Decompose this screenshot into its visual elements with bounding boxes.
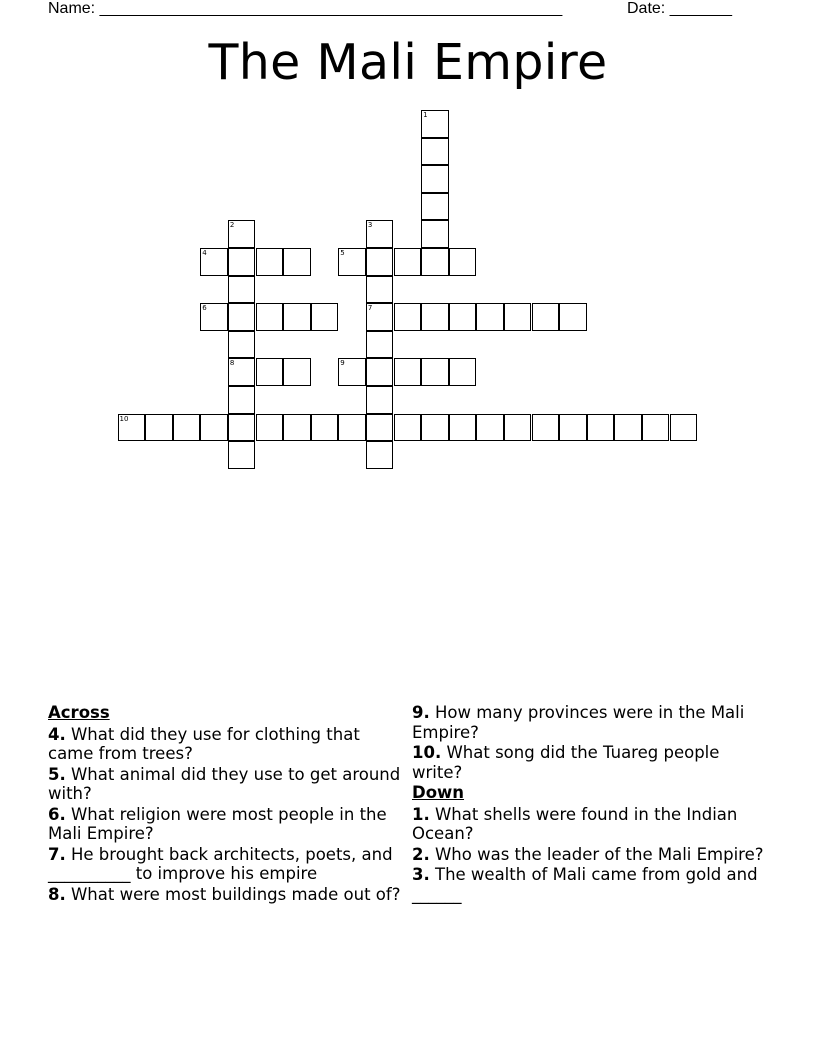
clue-across-6 <box>48 805 403 844</box>
crossword-cell[interactable] <box>421 165 449 193</box>
crossword-cell[interactable] <box>532 414 560 442</box>
clue-number: 4. <box>48 724 66 744</box>
crossword-cell[interactable] <box>200 414 228 442</box>
crossword-cell[interactable] <box>366 386 394 414</box>
crossword-cell[interactable] <box>366 276 394 304</box>
crossword-cell[interactable] <box>338 358 366 386</box>
crossword-cell[interactable] <box>366 303 394 331</box>
crossword-cell[interactable] <box>366 248 394 276</box>
crossword-cell[interactable] <box>200 248 228 276</box>
clue-number: 3. <box>412 865 430 884</box>
crossword-cell[interactable] <box>394 248 422 276</box>
clue-across-5 <box>48 765 403 804</box>
clue-across-7 <box>48 845 403 884</box>
across-clue-list-continued <box>412 703 772 782</box>
crossword-cell[interactable] <box>283 414 311 442</box>
clue-number: 1. <box>412 804 430 824</box>
crossword-cell[interactable] <box>283 248 311 276</box>
clue-number: 7. <box>48 844 66 864</box>
crossword-cell[interactable] <box>421 220 449 248</box>
clues-column-right <box>412 703 772 905</box>
worksheet-title: The Mali Empire <box>208 34 608 91</box>
crossword-cell[interactable] <box>670 414 698 442</box>
crossword-cell[interactable] <box>228 358 256 386</box>
clue-number: 9. <box>412 703 430 722</box>
crossword-cell[interactable] <box>228 303 256 331</box>
down-heading: Down <box>412 783 465 802</box>
crossword-cell[interactable] <box>421 110 449 138</box>
clue-across-8 <box>48 885 403 905</box>
crossword-cell[interactable] <box>476 303 504 331</box>
across-clue-list <box>48 725 403 905</box>
clue-number: 8. <box>48 884 66 904</box>
clue-number: 5. <box>48 764 66 784</box>
crossword-cell[interactable] <box>228 248 256 276</box>
crossword-cell[interactable] <box>228 441 256 469</box>
crossword-cell[interactable] <box>504 414 532 442</box>
clue-text: What song did the Tuareg people write? <box>412 743 720 782</box>
crossword-cell[interactable] <box>421 138 449 166</box>
crossword-cell[interactable] <box>421 303 449 331</box>
cell-number: 9 <box>340 359 345 368</box>
crossword-cell[interactable] <box>642 414 670 442</box>
crossword-cell[interactable] <box>256 248 284 276</box>
cell-number: 3 <box>367 221 373 230</box>
crossword-cell[interactable] <box>449 414 477 442</box>
crossword-cell[interactable] <box>559 303 587 331</box>
crossword-cell[interactable] <box>311 303 339 331</box>
cell-number: 7 <box>367 304 373 313</box>
cell-number: 5 <box>340 249 345 257</box>
crossword-cell[interactable] <box>228 386 256 414</box>
cell-number: 2 <box>229 221 235 230</box>
crossword-cell[interactable] <box>366 220 394 248</box>
crossword-cell[interactable] <box>228 220 256 248</box>
clue-text: What were most buildings made out of? <box>65 884 401 904</box>
clue-text: What did they use for clothing that came from trees? <box>48 724 360 763</box>
cell-number: 6 <box>202 304 207 313</box>
clue-number: 6. <box>48 804 66 824</box>
crossword-cell[interactable] <box>228 331 256 359</box>
crossword-cell[interactable] <box>587 414 615 442</box>
crossword-cell[interactable] <box>449 358 477 386</box>
crossword-cell[interactable] <box>145 414 173 442</box>
crossword-cell[interactable] <box>559 414 587 442</box>
clue-text: Who was the leader of the Mali Empire? <box>429 844 764 864</box>
crossword-cell[interactable] <box>283 358 311 386</box>
clue-number: 2. <box>412 844 430 864</box>
clue-down-3 <box>412 865 772 904</box>
crossword-cell[interactable] <box>394 303 422 331</box>
cell-number: 4 <box>202 249 207 257</box>
clues-column-left <box>48 703 403 905</box>
crossword-cell[interactable] <box>338 248 366 276</box>
clue-down-2 <box>412 845 772 865</box>
crossword-cell[interactable] <box>421 193 449 221</box>
cell-number: 10 <box>119 414 129 423</box>
clue-text: He brought back architects, poets, and __________ to improve his empire <box>48 844 393 883</box>
crossword-cell[interactable] <box>476 414 504 442</box>
crossword-cell[interactable] <box>366 414 394 442</box>
crossword-cell[interactable] <box>256 303 284 331</box>
crossword-cell[interactable] <box>366 331 394 359</box>
clue-across-9 <box>412 703 772 742</box>
clue-text: The wealth of Mali came from gold and ______ <box>412 865 758 904</box>
crossword-cell[interactable] <box>421 358 449 386</box>
clue-down-1 <box>412 805 772 844</box>
crossword-cell[interactable] <box>200 303 228 331</box>
name-field-line: Name: ____________________________________________________ <box>48 0 563 17</box>
crossword-cell[interactable] <box>394 358 422 386</box>
crossword-cell[interactable] <box>256 414 284 442</box>
across-heading: Across <box>48 703 110 722</box>
crossword-cell[interactable] <box>421 248 449 276</box>
crossword-cell[interactable] <box>256 358 284 386</box>
clue-across-4 <box>48 725 403 764</box>
crossword-cell[interactable] <box>283 303 311 331</box>
crossword-cell[interactable] <box>311 414 339 442</box>
crossword-cell[interactable] <box>366 441 394 469</box>
down-clue-list <box>412 805 772 905</box>
crossword-cell[interactable] <box>614 414 642 442</box>
crossword-cell[interactable] <box>338 414 366 442</box>
cell-number: 8 <box>229 359 235 368</box>
crossword-cell[interactable] <box>228 414 256 442</box>
crossword-cell[interactable] <box>532 303 560 331</box>
crossword-cell[interactable] <box>394 414 422 442</box>
crossword-cell[interactable] <box>504 303 532 331</box>
clue-text: What animal did they use to get around with? <box>48 764 401 803</box>
crossword-cell[interactable] <box>173 414 201 442</box>
crossword-cell[interactable] <box>228 276 256 304</box>
crossword-cell[interactable] <box>421 414 449 442</box>
crossword-cell[interactable] <box>366 358 394 386</box>
clue-text: What shells were found in the Indian Ocean? <box>412 804 738 843</box>
crossword-cell[interactable] <box>449 303 477 331</box>
cell-number: 1 <box>423 111 428 119</box>
clue-text: What religion were most people in the Mali Empire? <box>48 804 387 843</box>
clue-number: 10. <box>412 743 442 762</box>
clue-across-10 <box>412 743 772 782</box>
crossword-cell[interactable] <box>449 248 477 276</box>
crossword-cell[interactable] <box>118 414 146 442</box>
clue-text: How many provinces were in the Mali Empire? <box>412 703 745 742</box>
date-field-line: Date: _______ <box>627 0 732 17</box>
